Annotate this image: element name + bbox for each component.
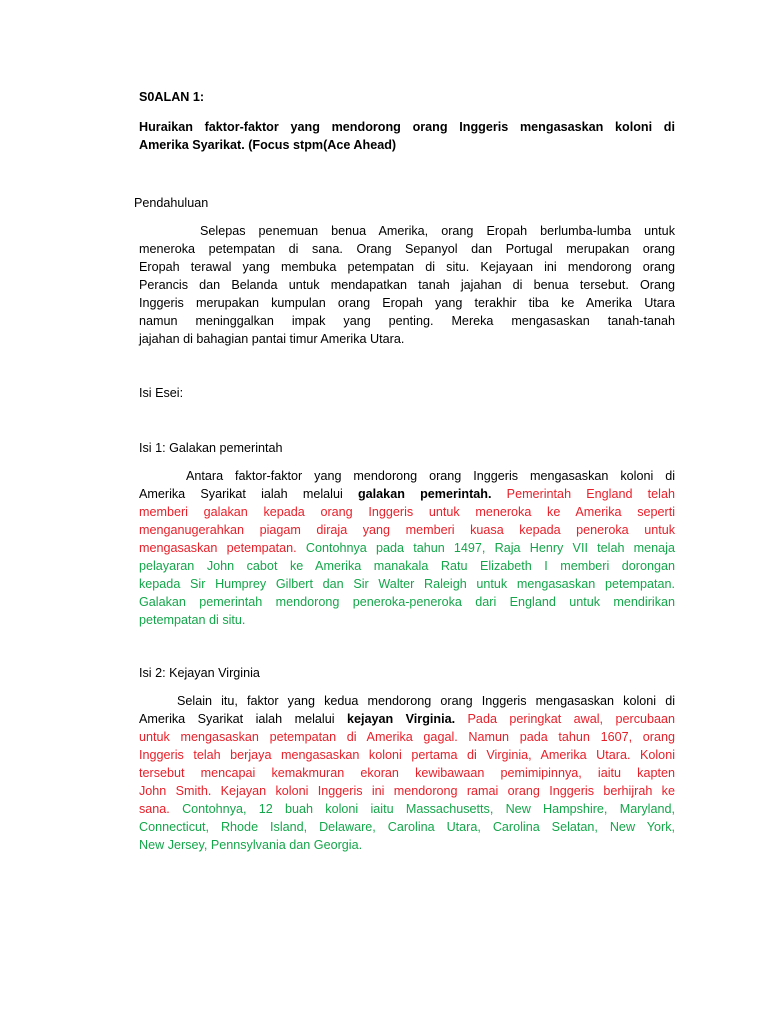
- pendahuluan-line-4: Perancis dan Belanda untuk mendapatkan tanah jajahan di benua tersebut. Orang: [139, 278, 675, 292]
- isi2-line-6: John Smith. Kejayan koloni Inggeris ini mendorong ramai orang Inggeris berhijrah ke: [139, 784, 675, 798]
- pendahuluan-heading: Pendahuluan: [134, 196, 209, 210]
- isi2-keyword: kejayan Virginia.: [346, 712, 456, 726]
- isi2-line-9: New Jersey, Pennsylvania dan Georgia.: [139, 838, 363, 852]
- isi1-line-7: kepada Sir Humprey Gilbert dan Sir Walter Raleigh untuk mengasaskan petempatan.: [139, 577, 675, 591]
- isi2-line-4: Inggeris telah berjaya mengasaskan koloni pertama di Virginia, Amerika Utara. Koloni: [139, 748, 675, 762]
- isi2-line-5: tersebut mencapai kemakmuran ekoran kewibawaan pemimipinnya, iaitu kapten: [139, 766, 675, 780]
- isi-esei-heading: Isi Esei:: [139, 386, 184, 400]
- pendahuluan-line-1: Selepas penemuan benua Amerika, orang Eropah berlumba-lumba untuk: [200, 224, 675, 238]
- isi1-line-5: [139, 539, 675, 557]
- isi1-line-3: memberi galakan kepada orang Inggeris untuk meneroka ke Amerika seperti: [139, 505, 675, 519]
- isi2-line-7a: sana.: [139, 802, 170, 816]
- pendahuluan-line-2: meneroka petempatan di sana. Orang Sepanyol dan Portugal merupakan orang: [139, 242, 675, 256]
- isi1-heading: Isi 1: Galakan pemerintah: [139, 441, 283, 455]
- isi1-line-5a: mengasaskan petempatan.: [139, 541, 297, 555]
- isi1-line-6: pelayaran John cabot ke Amerika manakala Ratu Elizabeth I memberi dorongan: [139, 559, 675, 573]
- pendahuluan-line-7: jajahan di bahagian pantai timur Amerika Utara.: [139, 332, 405, 346]
- isi2-line-7: [139, 800, 675, 818]
- isi1-line-8: Galakan pemerintah mendorong peneroka-peneroka dari England untuk mendirikan: [139, 595, 675, 609]
- isi2-line-7b: Contohnya, 12 buah koloni iaitu Massachusetts, New Hampshire, Maryland,: [169, 802, 675, 816]
- isi2-line-2: [139, 710, 675, 728]
- pendahuluan-line-3: Eropah terawal yang membuka petempatan di situ. Kejayaan ini mendorong orang: [139, 260, 675, 274]
- isi1-line-2c: Pemerintah England telah: [491, 487, 675, 501]
- isi1-line-2: [139, 485, 675, 503]
- isi2-line-8: Connecticut, Rhode Island, Delaware, Carolina Utara, Carolina Selatan, New York,: [139, 820, 675, 834]
- question-line-2: Amerika Syarikat. (Focus stpm(Ace Ahead): [139, 138, 397, 152]
- soalan-heading: S0ALAN 1:: [139, 90, 205, 104]
- isi1-line-4: menganugerahkan piagam diraja yang memberi kuasa kepada peneroka untuk: [139, 523, 675, 537]
- isi2-line-3: untuk mengasaskan petempatan di Amerika gagal. Namun pada tahun 1607, orang: [139, 730, 675, 744]
- isi1-line-2a: Amerika Syarikat ialah melalui: [139, 487, 358, 501]
- isi1-keyword: galakan pemerintah.: [357, 487, 492, 501]
- isi2-line-2a: Amerika Syarikat ialah melalui: [139, 712, 347, 726]
- question-line-1: Huraikan faktor-faktor yang mendorong orang Inggeris mengasaskan koloni di: [139, 120, 675, 134]
- isi1-line-9: petempatan di situ.: [139, 613, 246, 627]
- pendahuluan-line-5: Inggeris merupakan kumpulan orang Eropah yang terakhir tiba ke Amerika Utara: [139, 296, 675, 310]
- isi2-line-1: Selain itu, faktor yang kedua mendorong orang Inggeris mengasaskan koloni di: [177, 694, 675, 708]
- isi1-line-5b: Contohnya pada tahun 1497, Raja Henry VII telah menaja: [296, 541, 675, 555]
- isi2-line-2c: Pada peringkat awal, percubaan: [455, 712, 676, 726]
- isi2-heading: Isi 2: Kejayan Virginia: [139, 666, 260, 680]
- isi1-line-1: Antara faktor-faktor yang mendorong orang Inggeris mengasaskan koloni di: [186, 469, 675, 483]
- pendahuluan-line-6: namun meninggalkan impak yang penting. Mereka mengasaskan tanah-tanah: [139, 314, 675, 328]
